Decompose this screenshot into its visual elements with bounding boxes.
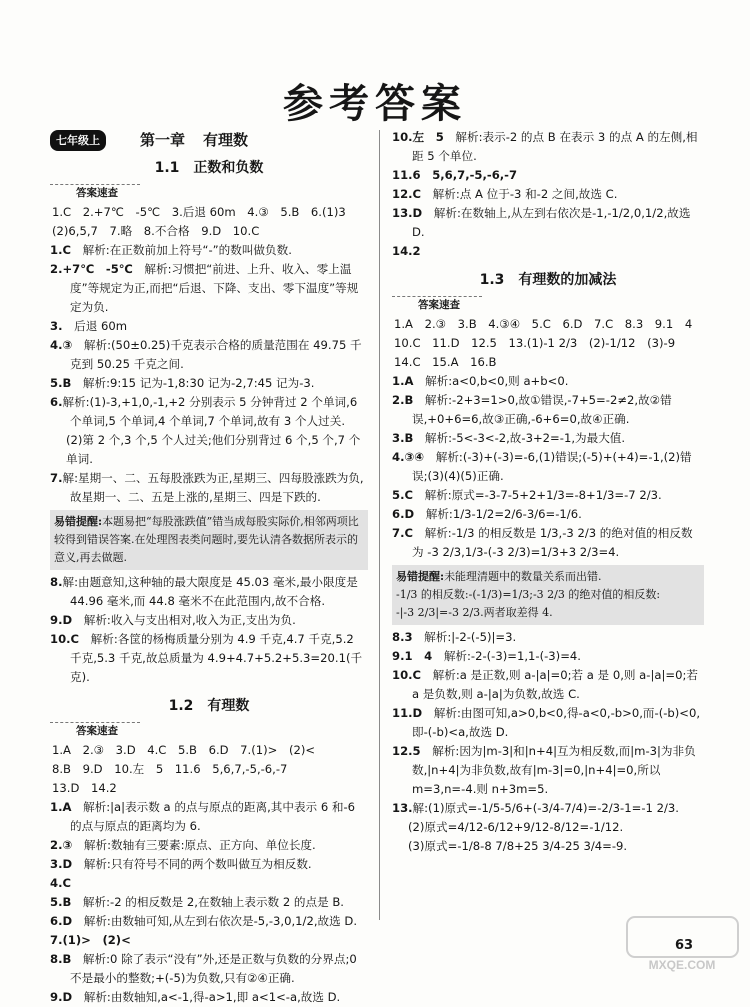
answer-item: 3. 后退 60m [50,319,128,333]
answer-item: 8.B 解析:0 除了表示“没有”外,还是正数与负数的分界点;0 不是最小的整数;+(-5)为负数,只有②④正确. [50,952,357,985]
section-heading-1-1: 1.1 正数和负数 [154,160,264,176]
answer-item: 7.解:星期一、二、五每股涨跌为正,星期三、四每股涨跌为负,故星期一、二、五是上涨的,星期三、四是下跌的. [50,471,364,504]
quick-answer-line: 10.C 11.D 12.5 13.(1)-1 2/3 (2)-1/12 (3)-9 [394,336,676,350]
answer-item-continued: (2)原式=4/12-6/12+9/12-8/12=-1/12. [408,820,624,834]
warning-text: -1/3 的相反数:-(-1/3)=1/3;-3 2/3 的绝对值的相反数: [396,588,661,601]
answer-item: 4.C [50,876,71,890]
answer-item: 3.B 解析:-5<-3<-2,故-3+2=-1,为最大值. [392,431,626,445]
answer-item: 5.C 解析:原式=-3-7-5+2+1/3=-8+1/3=-7 2/3. [392,488,662,502]
quick-answer-line: 1.A 2.③ 3.B 4.③④ 5.C 6.D 7.C 8.3 9.1 4 [394,317,693,331]
error-warning-box [50,510,368,570]
answer-item: 6.解析:(1)-3,+1,0,-1,+2 分别表示 5 分钟背过 2 个单词,6 个单词,5 个单词,4 个单词,7 个单词,故有 3 个人过关. [50,395,358,428]
answer-item: 8.3 解析:|-2-(-5)|=3. [392,630,517,644]
quick-answer-line: 1.C 2.+7℃ -5℃ 3.后退 60m 4.③ 5.B 6.(1)3 [52,205,346,219]
answer-item: 2.B 解析:-2+3=1>0,故①错误,-7+5=-2≠2,故②错误,+0+6=6,故③正确,-6+6=0,故④正确. [392,393,672,426]
answer-item: 12.C 解析:点 A 位于-3 和-2 之间,故选 C. [392,187,618,201]
answer-item: 9.D 解析:收入与支出相对,收入为正,支出为负. [50,613,296,627]
answer-item: 4.③④ 解析:(-3)+(-3)=-6,(1)错误;(-5)+(+4)=-1,(2)错误;(3)(4)(5)正确. [392,450,692,483]
quick-answers-label: 答案速查 [50,722,140,739]
left-column [50,128,368,1007]
answer-item: 12.5 解析:因为|m-3|和|n+4|互为相反数,而|m-3|为非负数,|n+4|为非负数,故有|m-3|=0,|n+4|=0,所以 m=3,n=-4.则 n+3m=5. [392,744,696,796]
quick-answers-label: 答案速查 [50,184,140,201]
quick-answer-line: 14.C 15.A 16.B [394,355,497,369]
quick-answers-label: 答案速查 [392,296,482,313]
answer-item: 1.A 解析:|a|表示数 a 的点与原点的距离,其中表示 6 和-6 的点与原点的距离均为 6. [50,800,356,833]
answer-item: 7.C 解析:-1/3 的相反数是 1/3,-3 2/3 的绝对值的相反数为 -3 2/3,1/3-(-3 2/3)=1/3+3 2/3=4. [392,526,693,559]
answer-item: 9.1 4 解析:-2-(-3)=1,1-(-3)=4. [392,649,581,663]
warning-text: 本题易把“每股涨跌值”错当成每股实际价,相邻两项比较得到错误答案.在处理图表类问题时,要先认清各数据所表示的意义,再去做题. [54,515,359,564]
watermark-text: MXQE.COM [648,958,716,972]
chapter-title: 有理数 [203,131,249,149]
quick-answer-line: 8.B 9.D 10.左 5 11.6 5,6,7,-5,-6,-7 [52,762,288,776]
answer-item: 10.C 解析:各筐的杨梅质量分别为 4.9 千克,4.7 千克,5.2 千克,5.3 千克,故总质量为 4.9+4.7+5.2+5.3=20.1(千克). [50,632,363,684]
quick-answer-line: (2)6,5,7 7.略 8.不合格 9.D 10.C [52,224,260,238]
answer-item: 5.B 解析:-2 的相反数是 2,在数轴上表示数 2 的点是 B. [50,895,344,909]
warning-label: 易错提醒: [396,570,445,583]
answer-item-continued: (2)第 2 个,3 个,5 个人过关;他们分别背过 6 个,5 个,7 个单词. [66,433,361,466]
answer-item: 6.D 解析:1/3-1/2=2/6-3/6=-1/6. [392,507,582,521]
answer-item: 5.B 解析:9:15 记为-1,8:30 记为-2,7:45 记为-3. [50,376,315,390]
quick-answer-line: 13.D 14.2 [52,781,117,795]
column-divider [379,130,380,920]
answer-item: 10.左 5 解析:表示-2 的点 B 在表示 3 的点 A 的左侧,相距 5 个单位. [392,130,698,163]
right-column [392,128,704,856]
page-number: 63 [675,938,694,953]
answer-item: 11.6 5,6,7,-5,-6,-7 [392,168,518,182]
answer-item: 6.D 解析:由数轴可知,从左到右依次是-5,-3,0,1/2,故选 D. [50,914,358,928]
chapter-number: 第一章 [140,131,186,149]
warning-text: 未能理清题中的数量关系而出错. [444,570,602,583]
answer-item: 3.D 解析:只有符号不同的两个数叫做互为相反数. [50,857,312,871]
answer-item: 8.解:由题意知,这种轴的最大限度是 45.03 毫米,最小限度是 44.96 毫米,而 44.8 毫米不在此范围内,故不合格. [50,575,358,608]
answer-item: 2.+7℃ -5℃ 解析:习惯把“前进、上升、收入、零上温度”等规定为正,而把“后退、下降、支出、零下温度”等规定为负. [50,262,359,314]
answer-item: 13.D 解析:在数轴上,从左到右依次是-1,-1/2,0,1/2,故选 D. [392,206,691,239]
warning-text: -|-3 2/3|=-3 2/3.两者取差得 4. [396,606,553,619]
answer-item: 10.C 解析:a 是正数,则 a-|a|=0;若 a 是 0,则 a-|a|=0;若 a 是负数,则 a-|a|为负数,故选 C. [392,668,698,701]
chapter-heading [50,130,368,151]
answer-item: 1.A 解析:a<0,b<0,则 a+b<0. [392,374,569,388]
grade-badge: 七年级上 [50,130,106,151]
answer-item: 1.C 解析:在正数前加上符号“-”的数叫做负数. [50,243,292,257]
answer-item: 2.③ 解析:数轴有三要素:原点、正方向、单位长度. [50,838,316,852]
warning-label: 易错提醒: [54,515,103,528]
answer-item: 11.D 解析:由图可知,a>0,b<0,得-a<0,-b>0,而-(-b)<0,即-(-b)<a,故选 D. [392,706,701,739]
answer-item: 7.(1)> (2)< [50,933,131,947]
section-heading-1-3: 1.3 有理数的加减法 [479,272,617,288]
error-warning-box [392,565,704,625]
answer-item: 9.D 解析:由数轴知,a<-1,得-a>1,即 a<1<-a,故选 D. [50,990,341,1004]
answer-item-continued: (3)原式=-1/8-8 7/8+25 3/4-25 3/4=-9. [408,839,628,853]
page-title: 参考答案 [283,80,467,127]
answer-item: 14.2 [392,244,421,258]
answer-item: 13.解:(1)原式=-1/5-5/6+(-3/4-7/4)=-2/3-1=-1 2/3. [392,801,679,815]
quick-answer-line: 1.A 2.③ 3.D 4.C 5.B 6.D 7.(1)> (2)< [52,743,316,757]
section-heading-1-2: 1.2 有理数 [168,698,250,714]
answer-item: 4.③ 解析:(50±0.25)千克表示合格的质量范围在 49.75 千克到 50.25 千克之间. [50,338,362,371]
